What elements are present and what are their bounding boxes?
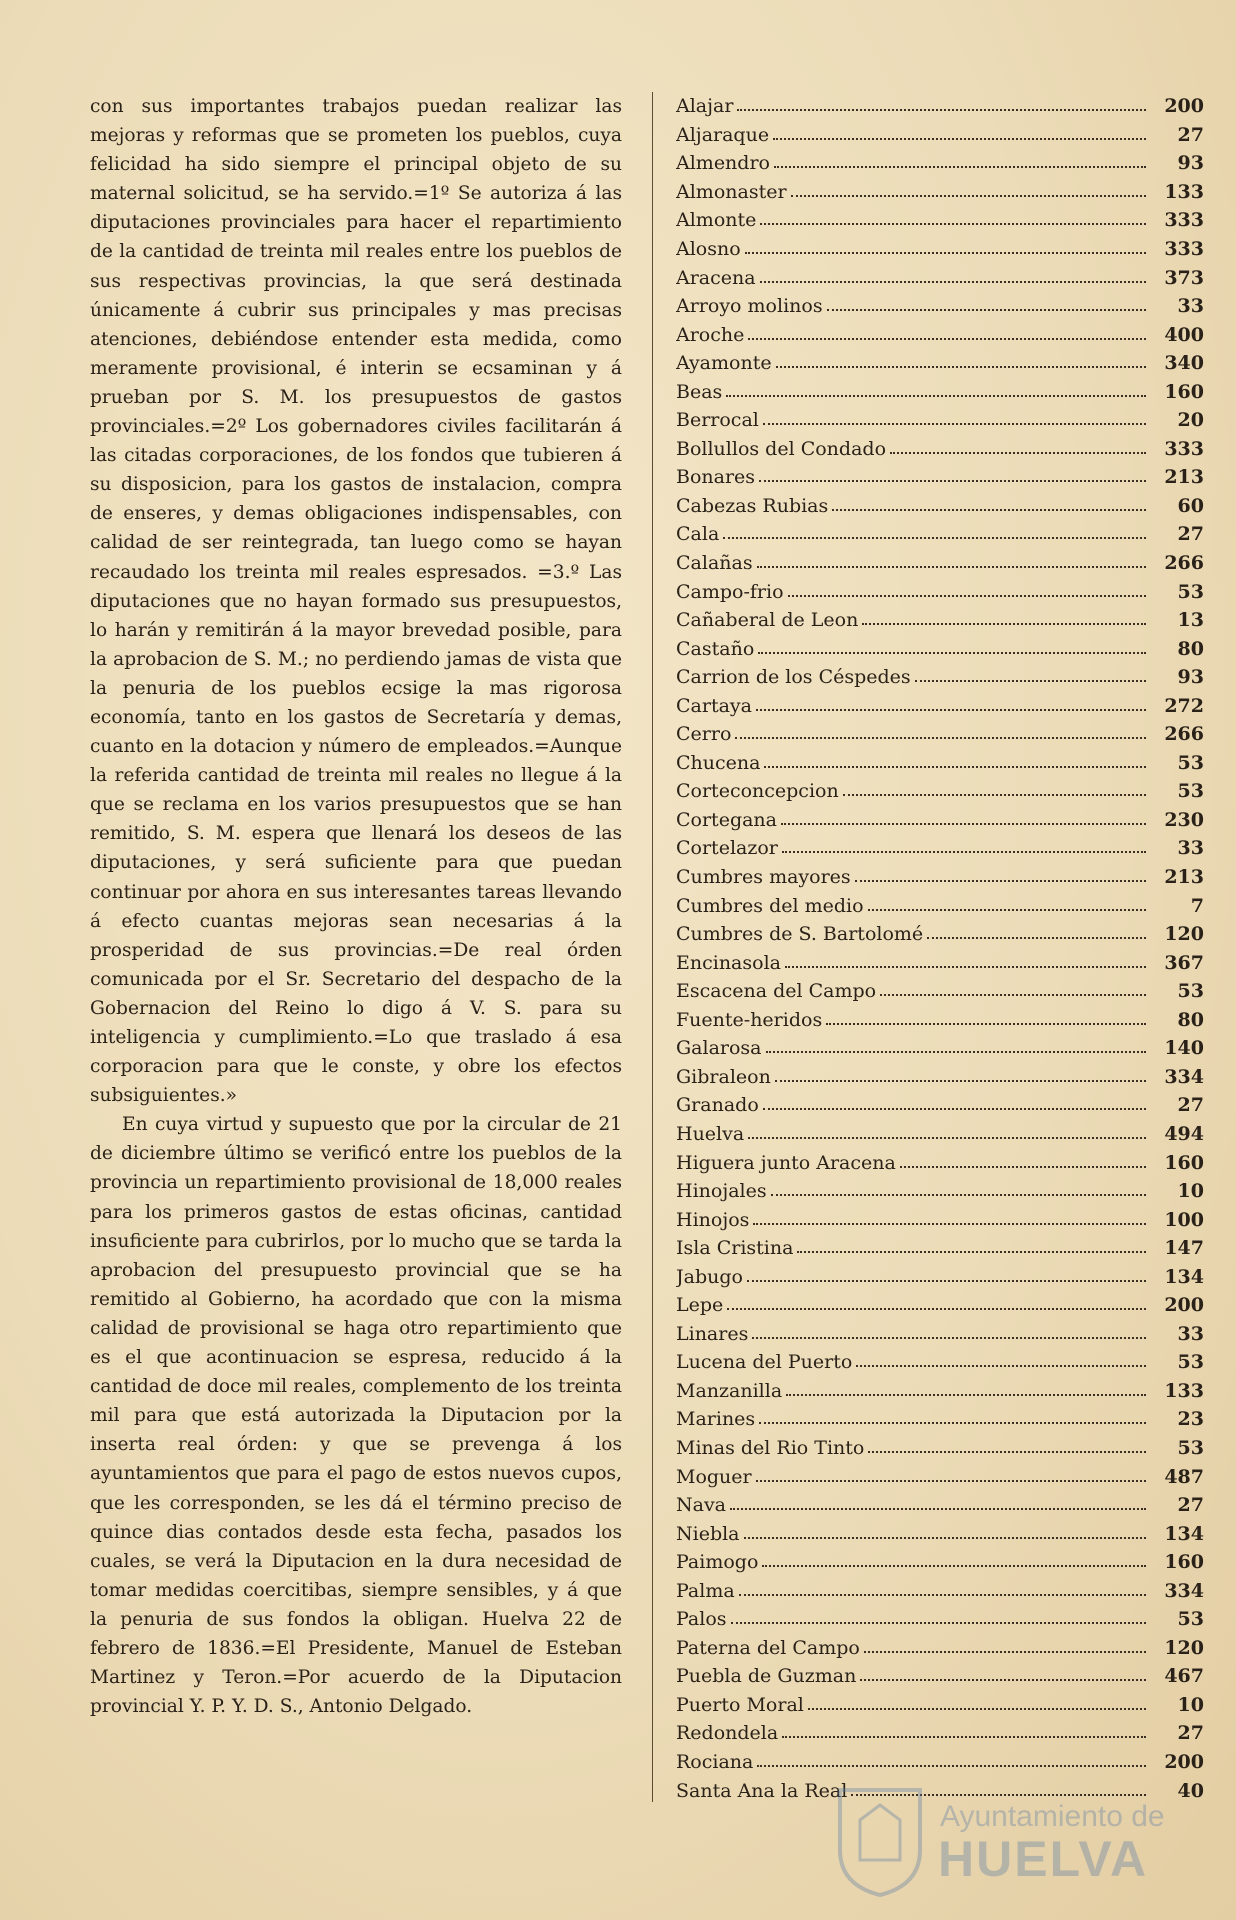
allocation-value: 134 [1164,1522,1204,1545]
municipality-name: Lucena del Puerto [676,1351,853,1374]
table-row [676,1262,1204,1291]
dot-leader [745,252,1146,254]
allocation-value: 10 [1177,1180,1204,1203]
allocation-value: 160 [1164,380,1204,403]
allocation-value: 373 [1164,266,1204,289]
table-row [676,1719,1204,1748]
municipality-name: Cala [676,523,720,546]
dot-leader [727,1308,1146,1310]
table-row [676,663,1204,692]
dot-leader [757,1765,1146,1767]
table-row [676,1462,1204,1491]
allocation-value: 133 [1164,180,1204,203]
table-row [676,435,1204,464]
allocation-value: 13 [1177,609,1204,632]
table-row [676,1291,1204,1320]
allocation-value: 134 [1164,1265,1204,1288]
allocation-value: 27 [1177,1094,1204,1117]
allocation-value: 80 [1177,637,1204,660]
allocation-value: 27 [1177,523,1204,546]
dot-leader [880,994,1146,996]
allocation-value: 133 [1164,1379,1204,1402]
table-row [676,235,1204,264]
municipality-name: Moguer [676,1465,752,1488]
municipality-name: Campo-frio [676,580,784,603]
municipality-name: Cortegana [676,808,777,831]
allocation-value: 467 [1164,1665,1204,1688]
table-row [676,806,1204,835]
allocation-value: 53 [1177,751,1204,774]
allocation-value: 160 [1164,1151,1204,1174]
table-row [676,1148,1204,1177]
dot-leader [763,423,1146,425]
municipality-name: Palma [676,1579,735,1602]
table-row [676,1348,1204,1377]
table-row [676,863,1204,892]
allocation-value: 93 [1177,152,1204,175]
allocation-value: 200 [1164,1750,1204,1773]
municipality-name: Lepe [676,1294,724,1317]
table-row [676,178,1204,207]
municipality-name: Hinojos [676,1208,750,1231]
table-row [676,948,1204,977]
dot-leader [843,794,1146,796]
municipality-name: Encinasola [676,951,781,974]
municipality-name: Manzanilla [676,1379,783,1402]
allocation-value: 367 [1164,951,1204,974]
municipality-name: Paimogo [676,1551,759,1574]
municipality-name: Paterna del Campo [676,1636,860,1659]
table-row [676,1034,1204,1063]
allocation-value: 160 [1164,1551,1204,1574]
table-row [676,1205,1204,1234]
coat-of-arms-icon [830,1780,930,1900]
table-row [676,606,1204,635]
dot-leader [730,1508,1146,1510]
municipality-name: Santa Ana la Real [676,1779,848,1802]
dot-leader [788,595,1146,597]
table-row [676,1063,1204,1092]
allocation-value: 100 [1164,1208,1204,1231]
allocation-value: 200 [1164,1294,1204,1317]
table-row [676,1491,1204,1520]
municipality-name: Cortelazor [676,837,778,860]
table-row [676,1748,1204,1777]
municipality-name: Rociana [676,1750,754,1773]
dot-leader [827,309,1146,311]
watermark-line-2: HUELVA [938,1831,1149,1887]
municipality-name: Jabugo [676,1265,743,1288]
municipality-name: Aroche [676,323,745,346]
municipality-name: Corteconcepcion [676,780,839,803]
municipality-name: Aljaraque [676,123,770,146]
municipality-name: Alajar [676,95,734,118]
dot-leader [782,1736,1146,1738]
municipality-name: Huelva [676,1122,745,1145]
municipality-name: Cabezas Rubias [676,494,829,517]
table-row [676,377,1204,406]
dot-leader [771,1194,1146,1196]
watermark-line-1: Ayuntamiento de [940,1800,1165,1833]
municipality-name: Higuera junto Aracena [676,1151,896,1174]
allocation-value: 27 [1177,1494,1204,1517]
allocation-value: 213 [1164,466,1204,489]
allocation-value: 140 [1164,1037,1204,1060]
dot-leader [726,395,1146,397]
table-row [676,891,1204,920]
municipality-name: Nava [676,1494,727,1517]
table-row [676,1634,1204,1663]
allocation-value: 333 [1164,209,1204,232]
allocation-value: 213 [1164,866,1204,889]
dot-leader [762,1565,1146,1567]
dot-leader [775,1080,1146,1082]
municipality-name: Alosno [676,238,741,260]
dot-leader [868,1451,1146,1453]
municipality-name: Aracena [676,266,756,289]
municipality-name: Niebla [676,1522,740,1545]
dot-leader [766,1051,1146,1053]
table-row [676,292,1204,321]
municipality-name: Isla Cristina [676,1237,794,1260]
allocation-value: 27 [1177,123,1204,146]
municipality-name: Bonares [676,466,756,489]
dot-leader [760,281,1146,283]
table-row [676,149,1204,178]
dot-leader [797,1251,1146,1253]
dot-leader [786,1394,1146,1396]
allocation-value: 33 [1177,295,1204,318]
municipality-name: Cumbres de S. Bartolomé [676,923,924,946]
table-row [676,206,1204,235]
table-row [676,1320,1204,1349]
municipality-table [676,92,1204,1805]
table-row [676,1548,1204,1577]
table-row [676,1691,1204,1720]
allocation-value: 33 [1177,837,1204,860]
dot-leader [744,1537,1146,1539]
dot-leader [781,823,1146,825]
allocation-value: 40 [1177,1779,1204,1802]
table-row [676,749,1204,778]
dot-leader [860,1679,1146,1681]
table-row [676,834,1204,863]
allocation-value: 272 [1164,694,1204,717]
table-row [676,977,1204,1006]
allocation-value: 23 [1177,1408,1204,1431]
table-row [676,1120,1204,1149]
table-row [676,406,1204,435]
municipality-name: Almonte [676,209,757,232]
allocation-value: 340 [1164,352,1204,375]
allocation-value: 494 [1164,1122,1204,1145]
dot-leader [890,452,1146,454]
allocation-value: 333 [1164,238,1204,260]
municipality-name: Hinojales [676,1180,767,1203]
dot-leader [785,966,1146,968]
dot-leader [723,537,1146,539]
dot-leader [758,652,1146,654]
municipality-name: Bollullos del Condado [676,437,887,460]
allocation-value: 266 [1164,552,1204,575]
dot-leader [739,1594,1146,1596]
dot-leader [776,366,1146,368]
body-paragraph-2: En cuya virtud y supuesto que por la circular de 21 de diciembre último se verificó entre los pueblos de la provincia un repartimiento provisional de 18,000 reales para los primeros gastos de estas oficinas, cantidad insuficiente para cubrirlos, por lo mucho que se tarda la aprobacion del presupuesto provincial que se ha remitido al Gobierno, ha acordado que con la misma calidad de provisional se haga otro repartimiento que es el que acontinuacion se espresa, reducido á la cantidad de doce mil reales, complemento de los treinta mil para que está autorizada la Diputacion por la inserta real órden: y que se prevenga á los ayuntamientos que para el pago de estos nuevos cupos, que les corresponden, se les dá el término preciso de quince dias contados desde esta fecha, pasados los cuales, se verá la Diputacion en la dura necesidad de tomar medidas coercitibas, siempre sensibles, y á que la penuria de sus fondos la obligan. Huelva 22 de febrero de 1836.=El Presidente, Manuel de Esteban Martinez y Teron.=Por acuerdo de la Diputacion provincial Y. P. Y. D. S., Antonio Delgado. [90,1114,622,1718]
table-row [676,1091,1204,1120]
table-row [676,920,1204,949]
municipality-name: Castaño [676,637,755,660]
municipality-name: Puerto Moral [676,1693,804,1716]
municipality-name: Cañaberal de Leon [676,609,859,632]
allocation-value: 53 [1177,780,1204,803]
municipality-name: Granado [676,1094,759,1117]
body-text-column [90,92,622,1721]
dot-leader [774,166,1146,168]
dot-leader [735,737,1146,739]
dot-leader [856,1365,1146,1367]
dot-leader [782,851,1146,853]
allocation-value: 93 [1177,666,1204,689]
dot-leader [764,766,1146,768]
allocation-value: 53 [1177,1608,1204,1631]
municipality-name: Cumbres mayores [676,866,851,889]
allocation-value: 27 [1177,1722,1204,1745]
allocation-value: 230 [1164,808,1204,831]
municipality-name: Beas [676,380,723,403]
dot-leader [868,909,1146,911]
table-row [676,520,1204,549]
allocation-value: 487 [1164,1465,1204,1488]
municipality-name: Carrion de los Céspedes [676,666,911,689]
allocation-value: 53 [1177,1351,1204,1374]
table-row [676,1234,1204,1263]
table-row [676,549,1204,578]
municipality-name: Linares [676,1322,749,1345]
dot-leader [855,880,1146,882]
table-row [676,634,1204,663]
allocation-value: 200 [1164,95,1204,118]
allocation-value: 10 [1177,1693,1204,1716]
dot-leader [760,223,1146,225]
municipality-name: Ayamonte [676,352,772,375]
table-row [676,1177,1204,1206]
dot-leader [832,509,1146,511]
dot-leader [791,195,1146,197]
body-paragraph-1: con sus importantes trabajos puedan realizar las mejoras y reformas que se prometen los pueblos, cuya felicidad ha sido siempre el principal objeto de su maternal solicitud, se ha servido.=1º Se autoriza á las diputaciones provinciales para hacer el repartimiento de la cantidad de treinta mil reales entre los pueblos de sus respectivas provincias, la que será destinada únicamente á cubrir sus principales y mas precisas atenciones, debiéndose entender esta medida, como meramente provisional, é interin se ecsaminan y á prueban por S. M. los presupuestos de gastos provinciales.=2º Los gobernadores civiles facilitarán á las citadas corporaciones, de los fondos que tubieren á su disposicion, para los gastos de instalacion, compra de enseres, y demas obligaciones indispensables, con calidad de ser reintegrada, tan luego como se hayan recaudado los treinta mil reales espresados. =3.º Las diputaciones que no hayan formado sus presupuestos, lo harán y remitirán á la mayor brevedad posible, para la aprobacion de S. M.; no perdiendo jamas de vista que la penuria de los pueblos ecsige la mas rigorosa economía, tanto en los gastos de Secretaría y demas, cuanto en la dotacion y número de empleados.=Aunque la referida cantidad de treinta mil reales no llegue á la que se reclama en los varios presupuestos que se han remitido, S. M. espera que llenará los deseos de las diputaciones, y será suficiente para que puedan continuar por ahora en sus interesantes tareas llevando á efecto cuantas mejoras sean necesarias á la prosperidad de sus provincias.=De real órden comunicada por el Sr. Secretario del despacho de la Gobernacion del Reino lo digo á V. S. para su inteligencia y cumplimiento.=Lo que traslado á esa corporacion para que le conste, y obre los efectos subsiguientes.» [90,96,622,1107]
allocation-value: 334 [1164,1579,1204,1602]
table-row [676,349,1204,378]
table-row [676,691,1204,720]
dot-leader [915,680,1146,682]
table-row [676,720,1204,749]
municipality-name: Almendro [676,152,770,175]
dot-leader [753,1223,1146,1225]
table-row [676,92,1204,121]
table-row [676,1405,1204,1434]
table-row [676,1006,1204,1035]
archive-watermark [830,1780,1210,1900]
allocation-value: 334 [1164,1065,1204,1088]
municipality-name: Puebla de Guzman [676,1665,857,1688]
allocation-value: 400 [1164,323,1204,346]
dot-leader [731,1622,1146,1624]
municipality-name: Gibraleon [676,1065,771,1088]
allocation-value: 120 [1164,923,1204,946]
table-row [676,1377,1204,1406]
municipality-name: Palos [676,1608,727,1631]
table-row [676,320,1204,349]
dot-leader [862,623,1146,625]
dot-leader [752,1337,1146,1339]
municipality-name: Calañas [676,552,753,575]
dot-leader [900,1166,1146,1168]
municipality-name: Redondela [676,1722,779,1745]
allocation-value: 120 [1164,1636,1204,1659]
table-row [676,1605,1204,1634]
dot-leader [757,566,1146,568]
municipality-name: Fuente-heridos [676,1008,823,1031]
allocation-value: 60 [1177,494,1204,517]
municipality-name: Cerro [676,723,732,746]
municipality-name: Almonaster [676,180,787,203]
dot-leader [808,1708,1146,1710]
dot-leader [737,109,1146,111]
table-row [676,121,1204,150]
municipality-name: Minas del Rio Tinto [676,1436,865,1459]
municipality-name: Cartaya [676,694,752,717]
dot-leader [756,1480,1146,1482]
table-row [676,463,1204,492]
municipality-name: Chucena [676,751,761,774]
table-row [676,1519,1204,1548]
dot-leader [748,1137,1146,1139]
table-row [676,1662,1204,1691]
dot-leader [747,1280,1146,1282]
allocation-value: 7 [1190,894,1204,917]
allocation-value: 147 [1164,1237,1204,1260]
dot-leader [748,338,1146,340]
table-row [676,492,1204,521]
allocation-value: 266 [1164,723,1204,746]
dot-leader [763,1108,1146,1110]
allocation-value: 53 [1177,1436,1204,1459]
allocation-value: 80 [1177,1008,1204,1031]
dot-leader [759,1422,1146,1424]
table-row [676,777,1204,806]
municipality-name: Escacena del Campo [676,980,877,1003]
allocation-value: 53 [1177,980,1204,1003]
column-divider [652,92,653,1802]
dot-leader [773,138,1146,140]
dot-leader [864,1651,1146,1653]
table-row [676,1576,1204,1605]
allocation-value: 33 [1177,1322,1204,1345]
dot-leader [759,480,1146,482]
table-row [676,1434,1204,1463]
dot-leader [927,937,1146,939]
dot-leader [756,709,1146,711]
municipality-name: Marines [676,1408,756,1431]
table-row [676,577,1204,606]
allocation-value: 333 [1164,437,1204,460]
municipality-name: Galarosa [676,1037,762,1060]
allocation-value: 20 [1177,409,1204,432]
table-row [676,263,1204,292]
municipality-name: Cumbres del medio [676,894,864,917]
municipality-name: Arroyo molinos [676,295,823,318]
allocation-value: 53 [1177,580,1204,603]
municipality-name: Berrocal [676,409,759,432]
dot-leader [826,1023,1146,1025]
